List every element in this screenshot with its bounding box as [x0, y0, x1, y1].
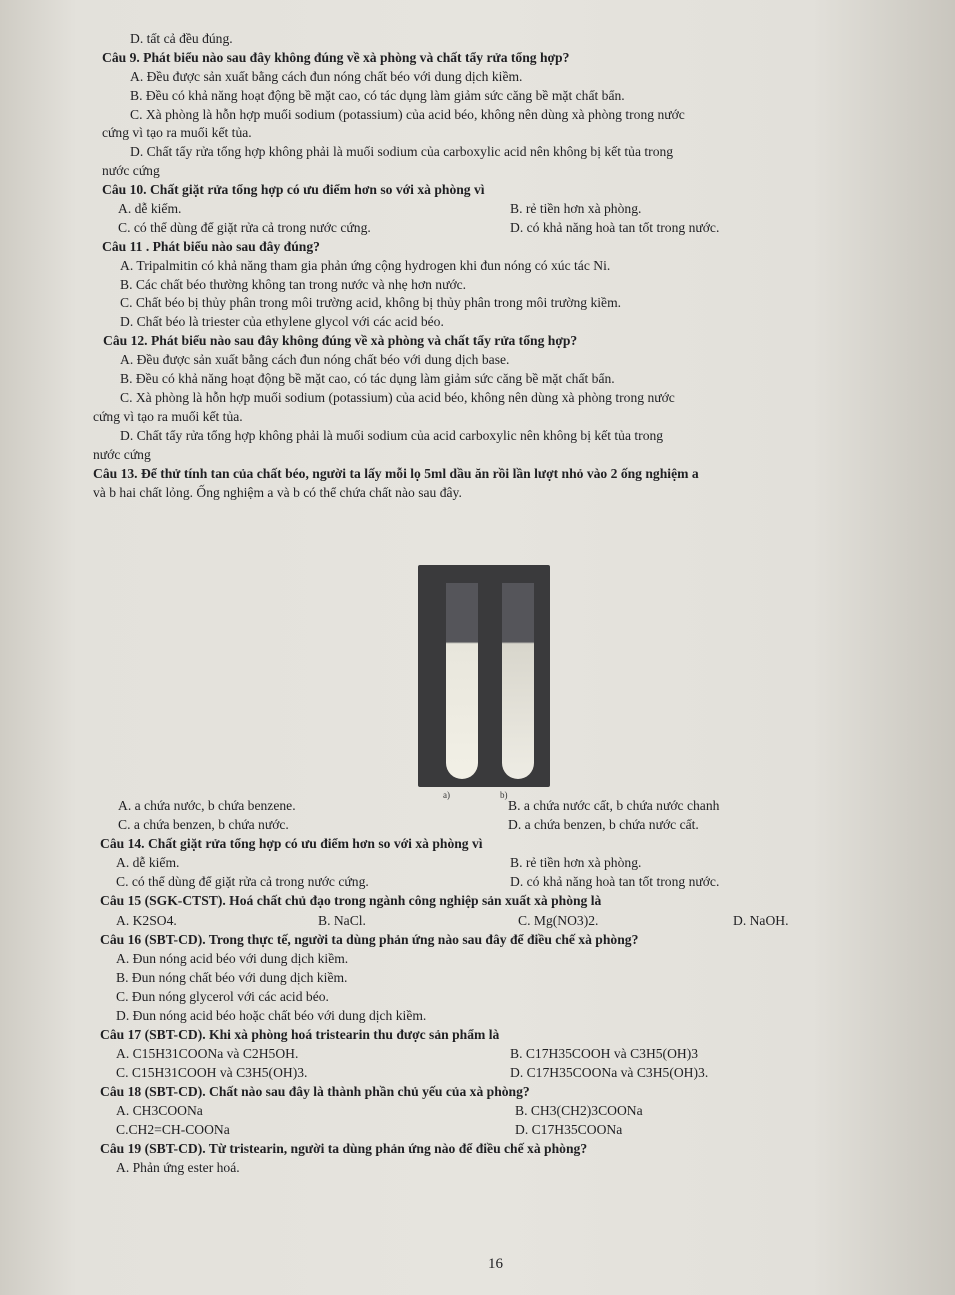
q14-option-d: D. có khả năng hoà tan tốt trong nước.	[510, 874, 720, 889]
q10-title: Câu 10. Chất giặt rửa tổng hợp có ưu điểm hơn so với xà phòng vì	[102, 182, 485, 197]
q10-option-c: C. có thể dùng để giặt rửa cả trong nước cứng.	[118, 220, 371, 235]
q18-option-b: B. CH3(CH2)3COONa	[515, 1103, 643, 1118]
q13-title: Câu 13. Để thử tính tan của chất béo, người ta lấy mỗi lọ 5ml dầu ăn rồi lần lượt nhỏ vào 2 ống nghiệm a	[93, 466, 699, 481]
q11-option-a: A. Tripalmitin có khả năng tham gia phản ứng cộng hydrogen khi đun nóng có xúc tác Ni.	[120, 258, 611, 273]
q12-option-c: C. Xà phòng là hỗn hợp muối sodium (potassium) của acid béo, không nên dùng xà phòng trong nước	[120, 390, 675, 405]
q13-title-cont: và b hai chất lỏng. Ống nghiệm a và b có thể chứa chất nào sau đây.	[93, 485, 462, 500]
q13-option-a: A. a chứa nước, b chứa benzene.	[118, 798, 296, 813]
q17-option-a: A. C15H31COONa và C2H5OH.	[116, 1046, 299, 1061]
q19-option-a: A. Phản ứng ester hoá.	[116, 1160, 240, 1175]
q9-option-a: A. Đều được sản xuất bằng cách đun nóng chất béo với dung dịch kiềm.	[130, 69, 523, 84]
q12-option-d: D. Chất tẩy rửa tổng hợp không phải là muối sodium của acid carboxylic nên không bị kết tủa trong	[120, 428, 664, 443]
page-number: 16	[488, 1256, 503, 1272]
q13-option-c: C. a chứa benzen, b chứa nước.	[118, 817, 289, 832]
q16-option-b: B. Đun nóng chất béo với dung dịch kiềm.	[116, 970, 348, 985]
q13-option-b: B. a chứa nước cất, b chứa nước chanh	[508, 798, 720, 813]
q9-option-c: C. Xà phòng là hỗn hợp muối sodium (potassium) của acid béo, không nên dùng xà phòng trong nước	[130, 107, 685, 122]
tube-b-label: b)	[500, 790, 508, 800]
test-tube-b	[502, 583, 534, 779]
q15-option-b: B. NaCl.	[318, 913, 366, 928]
q9-option-d: D. Chất tẩy rửa tổng hợp không phải là muối sodium của carboxylic acid nên không bị kết tủa trong	[130, 144, 674, 159]
q17-title: Câu 17 (SBT-CD). Khi xà phòng hoá tristearin thu được sản phẩm là	[100, 1027, 500, 1042]
q11-option-d: D. Chất béo là triester của ethylene glycol với các acid béo.	[120, 314, 444, 329]
test-tube-a	[446, 583, 478, 779]
q14-option-b: B. rẻ tiền hơn xà phòng.	[510, 855, 642, 870]
q18-option-c: C.CH2=CH-COONa	[116, 1122, 230, 1137]
q12-option-a: A. Đều được sản xuất bằng cách đun nóng chất béo với dung dịch base.	[120, 352, 510, 367]
q14-option-c: C. có thể dùng để giặt rửa cả trong nước cứng.	[116, 874, 369, 889]
q18-option-d: D. C17H35COONa	[515, 1122, 623, 1137]
q10-option-d: D. có khả năng hoà tan tốt trong nước.	[510, 220, 720, 235]
q10-option-b: B. rẻ tiền hơn xà phòng.	[510, 201, 642, 216]
q10-option-a: A. dễ kiếm.	[118, 201, 182, 216]
q16-option-a: A. Đun nóng acid béo với dung dịch kiềm.	[116, 951, 349, 966]
q16-title: Câu 16 (SBT-CD). Trong thực tế, người ta dùng phản ứng nào sau đây để điều chế xà phòng?	[100, 932, 639, 947]
q14-title: Câu 14. Chất giặt rửa tổng hợp có ưu điểm hơn so với xà phòng vì	[100, 836, 483, 851]
q18-option-a: A. CH3COONa	[116, 1103, 203, 1118]
q16-option-c: C. Đun nóng glycerol với các acid béo.	[116, 989, 329, 1004]
q17-option-d: D. C17H35COONa và C3H5(OH)3.	[510, 1065, 709, 1080]
q11-title: Câu 11 . Phát biểu nào sau đây đúng?	[102, 239, 320, 254]
q12-option-b: B. Đều có khả năng hoạt động bề mặt cao, có tác dụng làm giảm sức căng bề mặt chất bẩn.	[120, 371, 615, 386]
q13-option-d: D. a chứa benzen, b chứa nước cất.	[508, 817, 699, 832]
q14-option-a: A. dễ kiếm.	[116, 855, 180, 870]
q9-option-d-cont: nước cứng	[102, 163, 160, 178]
q15-option-c: C. Mg(NO3)2.	[518, 913, 599, 928]
tube-a-label: a)	[443, 790, 450, 800]
q19-title: Câu 19 (SBT-CD). Từ tristearin, người ta dùng phản ứng nào để điều chế xà phòng?	[100, 1141, 588, 1156]
q12-title: Câu 12. Phát biểu nào sau đây không đúng về xà phòng và chất tẩy rửa tổng hợp?	[103, 333, 578, 348]
q18-title: Câu 18 (SBT-CD). Chất nào sau đây là thành phần chủ yếu của xà phòng?	[100, 1084, 530, 1099]
q11-option-b: B. Các chất béo thường không tan trong nước và nhẹ hơn nước.	[120, 277, 467, 292]
q9-option-c-cont: cứng vì tạo ra muối kết tủa.	[102, 125, 252, 140]
q12-option-c-cont: cứng vì tạo ra muối kết tủa.	[93, 409, 243, 424]
q8-option-d: D. tất cả đều đúng.	[130, 31, 233, 46]
q16-option-d: D. Đun nóng acid béo hoặc chất béo với dung dịch kiềm.	[116, 1008, 427, 1023]
q15-option-d: D. NaOH.	[733, 913, 789, 928]
q11-option-c: C. Chất béo bị thủy phân trong môi trường acid, không bị thủy phân trong môi trường kiềm.	[120, 295, 622, 310]
q17-option-b: B. C17H35COOH và C3H5(OH)3	[510, 1046, 699, 1061]
q9-title: Câu 9. Phát biểu nào sau đây không đúng về xà phòng và chất tẩy rửa tổng hợp?	[102, 50, 570, 65]
q15-option-a: A. K2SO4.	[116, 913, 177, 928]
q17-option-c: C. C15H31COOH và C3H5(OH)3.	[116, 1065, 308, 1080]
q15-title: Câu 15 (SGK-CTST). Hoá chất chủ đạo trong ngành công nghiệp sản xuất xà phòng là	[100, 893, 602, 908]
test-tube-photo	[418, 565, 550, 787]
q12-option-d-cont: nước cứng	[93, 447, 151, 462]
q9-option-b: B. Đều có khả năng hoạt động bề mặt cao, có tác dụng làm giảm sức căng bề mặt chất bẩn.	[130, 88, 625, 103]
